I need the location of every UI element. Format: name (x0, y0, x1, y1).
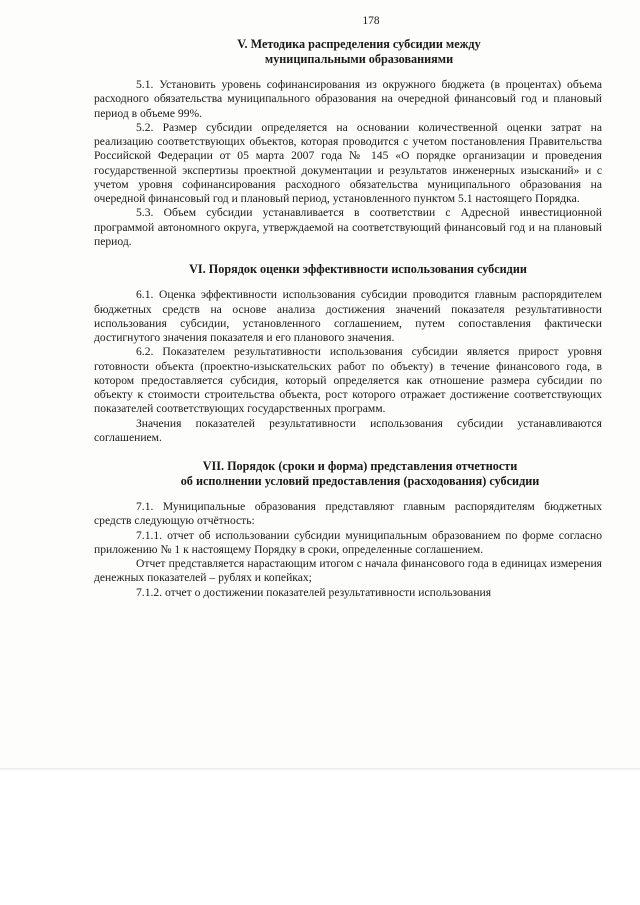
paragraph-7-1-2: 7.1.2. отчет о достижении показателей результативности использования (136, 585, 492, 599)
paragraph-5-2: 5.2. Размер субсидии определяется на основании количественной оценки затрат на реализацию соответствующих объектов, которая проводится с учетом постановления Правительства Российской Федерации от 05 марта 2007 года № 145 «О порядке организации и проведения государственной экспертизы проектной документации и результатов инженерных изысканий» и с учетом уровня софинансирования расходного обязательства муниципального образования на очередной финансовый год и плановый период, установленного пунктом 5.1 настоящего Порядка. (94, 120, 602, 206)
section-7-heading (118, 459, 602, 488)
paragraph-7-1-1: 7.1.1. отчет об использовании субсидии муниципальным образованием по форме согласно приложению № 1 к настоящему Порядку в сроки, определенные соглашением. (94, 528, 602, 556)
paragraph-6-1: 6.1. Оценка эффективности использования субсидии проводится главным распорядителем бюджетных средств на основе анализа достижения значений показателя результативности использования субсидии, установленного соглашением, путем сопоставления фактически достигнутого значения показателя и его планового значения. (94, 288, 602, 345)
paragraph-7-1: 7.1. Муниципальные образования представляют главным распорядителям бюджетных средств следующую отчётность: (94, 500, 602, 528)
section-5-heading (116, 37, 602, 66)
document-body (94, 14, 602, 600)
paragraph-7-report-note: Отчет представляется нарастающим итогом с начала финансового года в единицах измерения денежных показателей – рублях и копейках; (94, 557, 602, 585)
sheet-bottom-edge (0, 768, 640, 771)
paragraph-6-2: 6.2. Показателем результативности использования субсидии является прирост уровня готовности объекта (проектно-изыскательских работ по объекту) в течение финансового года, в котором предоставляется субсидия, который определяется как отношение размера субсидии по объекту к стоимости строительства объекта, рост которого отражает достижение соответствующих показателей соответствующих государственных программ. (94, 345, 602, 416)
paragraph-6-values: Значения показателей результативности использования субсидии устанавливаются соглашением. (94, 416, 602, 444)
section-7-heading-line-2: об исполнении условий предоставления (расходования) субсидии (180, 473, 540, 488)
section-5-heading-line-2: муниципальными образованиями (264, 51, 454, 66)
section-6-heading-line: VI. Порядок оценки эффективности использования субсидии (189, 262, 527, 277)
paragraph-5-3: 5.3. Объем субсидии устанавливается в соответствии с Адресной инвестиционной программой автономного округа, утверждаемой на соответствующий финансовый год и на плановый период. (94, 206, 602, 248)
page-number: 178 (362, 15, 380, 27)
section-5-heading-line-1: V. Методика распределения субсидии между (237, 37, 481, 52)
section-6-heading (114, 262, 602, 276)
section-7-heading-line-1: VII. Порядок (сроки и форма) представления отчетности (202, 459, 518, 474)
paragraph-5-1: 5.1. Установить уровень софинансирования из окружного бюджета (в процентах) объема расходного обязательства муниципального образования на очередной финансовый год и плановый период в объеме 99%. (94, 78, 602, 120)
